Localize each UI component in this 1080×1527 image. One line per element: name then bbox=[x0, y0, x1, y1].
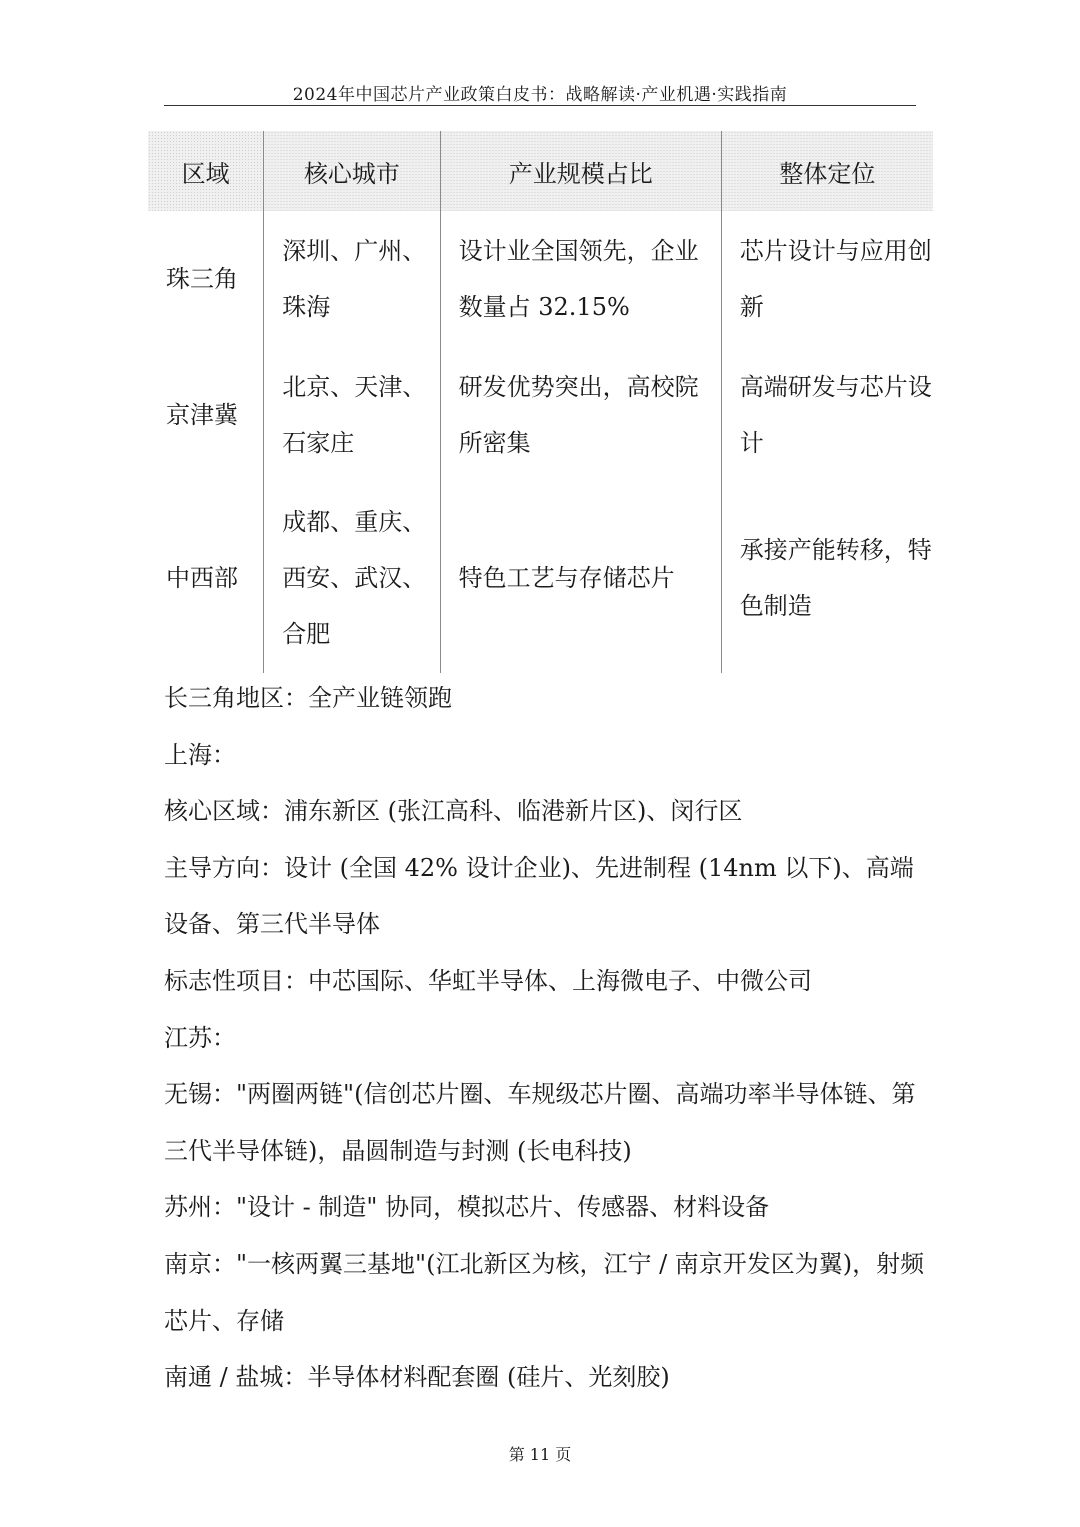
page-header-title: 2024年中国芯片产业政策白皮书：战略解读·产业机遇·实践指南 bbox=[292, 85, 788, 105]
table-row bbox=[148, 211, 933, 347]
cell-cities: 成都、重庆、西安、武汉、合肥 bbox=[264, 483, 440, 673]
cell-positioning: 芯片设计与应用创新 bbox=[721, 211, 933, 347]
paragraph-wuxi: 无锡："两圈两链"(信创芯片圈、车规级芯片圈、高端功率半导体链、第三代半导体链)，晶圆制造与封测 (长电科技) bbox=[164, 1080, 916, 1165]
cell-cities: 深圳、广州、珠海 bbox=[264, 211, 440, 347]
header-region: 区域 bbox=[148, 131, 264, 211]
paragraph-suzhou: 苏州："设计 - 制造" 协同，模拟芯片、传感器、材料设备 bbox=[164, 1193, 770, 1222]
table-header-row bbox=[148, 131, 933, 211]
paragraph-nantong-yancheng: 南通 / 盐城：半导体材料配套圈 (硅片、光刻胶) bbox=[164, 1363, 670, 1392]
subheading-jiangsu: 江苏： bbox=[164, 1023, 236, 1052]
paragraph-leading-directions: 主导方向：设计 (全国 42% 设计企业)、先进制程 (14nm 以下)、高端设备、第三代半导体 bbox=[164, 853, 914, 939]
subheading-shanghai: 上海： bbox=[164, 740, 236, 769]
paragraph-landmark-projects: 标志性项目：中芯国际、华虹半导体、上海微电子、中微公司 bbox=[164, 966, 812, 995]
cell-region: 京津冀 bbox=[166, 401, 238, 429]
cell-positioning: 承接产能转移，特色制造 bbox=[721, 483, 933, 673]
header-core-cities: 核心城市 bbox=[264, 131, 440, 211]
body-text bbox=[164, 670, 929, 1406]
paragraph-nanjing: 南京："一核两翼三基地"(江北新区为核，江宁 / 南京开发区为翼)，射频芯片、存储 bbox=[164, 1249, 925, 1335]
cell-region: 珠三角 bbox=[166, 265, 238, 293]
cell-cities: 北京、天津、石家庄 bbox=[264, 347, 440, 483]
regional-layout-table bbox=[148, 131, 933, 673]
header-divider bbox=[164, 105, 916, 106]
cell-scale: 研发优势突出，高校院所密集 bbox=[440, 347, 721, 483]
header-positioning: 整体定位 bbox=[721, 131, 933, 211]
cell-region: 中西部 bbox=[166, 564, 238, 592]
paragraph-core-areas: 核心区域：浦东新区 (张江高科、临港新片区)、闵行区 bbox=[164, 797, 743, 826]
header-scale-share: 产业规模占比 bbox=[440, 131, 721, 211]
cell-scale: 特色工艺与存储芯片 bbox=[440, 483, 721, 673]
table-row bbox=[148, 483, 933, 673]
table-row bbox=[148, 347, 933, 483]
cell-positioning: 高端研发与芯片设计 bbox=[721, 347, 933, 483]
section-heading-yangtze-delta: 长三角地区：全产业链领跑 bbox=[164, 684, 452, 712]
cell-scale: 设计业全国领先，企业数量占 32.15% bbox=[440, 211, 721, 347]
page-number: 第 11 页 bbox=[508, 1445, 572, 1464]
